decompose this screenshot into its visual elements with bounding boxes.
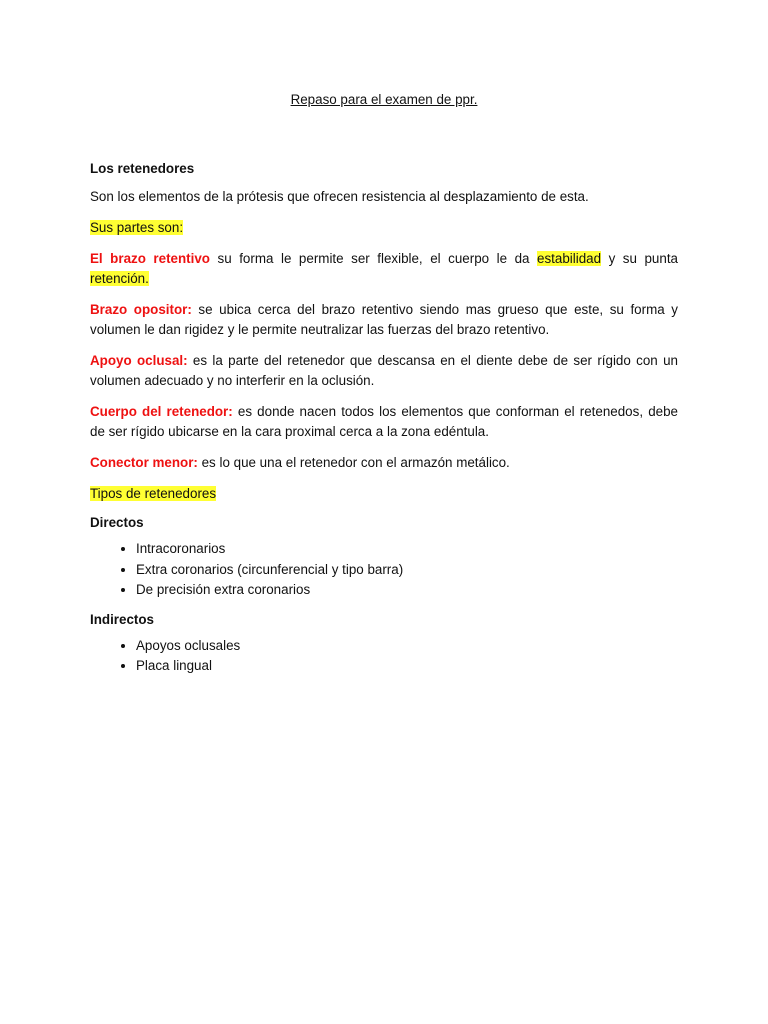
text-apoyo-oclusal: es la parte del retenedor que descansa en el diente debe de ser rígido con un volumen adecuado y no interferir en la oclusión. bbox=[90, 353, 678, 388]
list-item: • De precisión extra coronarios bbox=[136, 580, 678, 601]
highlight-retencion: retención. bbox=[90, 271, 149, 286]
list-item: • Placa lingual bbox=[136, 656, 678, 677]
paragraph-apoyo-oclusal bbox=[90, 351, 678, 391]
document-page bbox=[90, 92, 678, 688]
list-item: • Apoyos oclusales bbox=[136, 636, 678, 657]
list-directos bbox=[90, 539, 678, 601]
tipos-heading bbox=[90, 484, 678, 504]
list-item: • Extra coronarios (circunferencial y tipo barra) bbox=[136, 560, 678, 581]
paragraph-brazo-opositor bbox=[90, 300, 678, 340]
text-cuerpo-retenedor: es donde nacen todos los elementos que conforman el retenedos, debe de ser rígido ubicarse en la cara proximal cerca a la zona edéntula. bbox=[90, 404, 678, 439]
parts-heading-text: Sus partes son: bbox=[90, 220, 184, 235]
term-brazo-retentivo: El brazo retentivo bbox=[90, 251, 210, 266]
parts-heading bbox=[90, 218, 678, 238]
text-brazo-retentivo-b: y su punta bbox=[601, 251, 678, 266]
term-apoyo-oclusal: Apoyo oclusal: bbox=[90, 353, 188, 368]
paragraph-conector-menor bbox=[90, 453, 678, 473]
heading-indirectos: Indirectos bbox=[90, 611, 154, 627]
intro-paragraph: Son los elementos de la prótesis que ofrecen resistencia al desplazamiento de esta. bbox=[90, 189, 589, 204]
term-brazo-opositor: Brazo opositor: bbox=[90, 302, 192, 317]
paragraph-brazo-retentivo bbox=[90, 249, 678, 289]
term-conector-menor: Conector menor: bbox=[90, 455, 198, 470]
text-brazo-opositor: se ubica cerca del brazo retentivo siendo mas grueso que este, su forma y volumen le dan rigidez y le permite neutralizar las fuerzas del brazo retentivo. bbox=[90, 302, 678, 337]
highlight-estabilidad: estabilidad bbox=[537, 251, 602, 266]
tipos-heading-text: Tipos de retenedores bbox=[90, 486, 217, 501]
term-cuerpo-retenedor: Cuerpo del retenedor: bbox=[90, 404, 233, 419]
section-heading-retenedores: Los retenedores bbox=[90, 161, 195, 176]
text-conector-menor: es lo que una el retenedor con el armazón metálico. bbox=[197, 455, 510, 470]
paragraph-cuerpo-retenedor bbox=[90, 402, 678, 442]
text-brazo-retentivo-a: su forma le permite ser flexible, el cuerpo le da bbox=[210, 251, 538, 266]
list-indirectos bbox=[90, 636, 678, 677]
document-title: Repaso para el examen de ppr. bbox=[290, 92, 478, 107]
heading-directos: Directos bbox=[90, 515, 144, 530]
list-item: • Intracoronarios bbox=[136, 539, 678, 560]
